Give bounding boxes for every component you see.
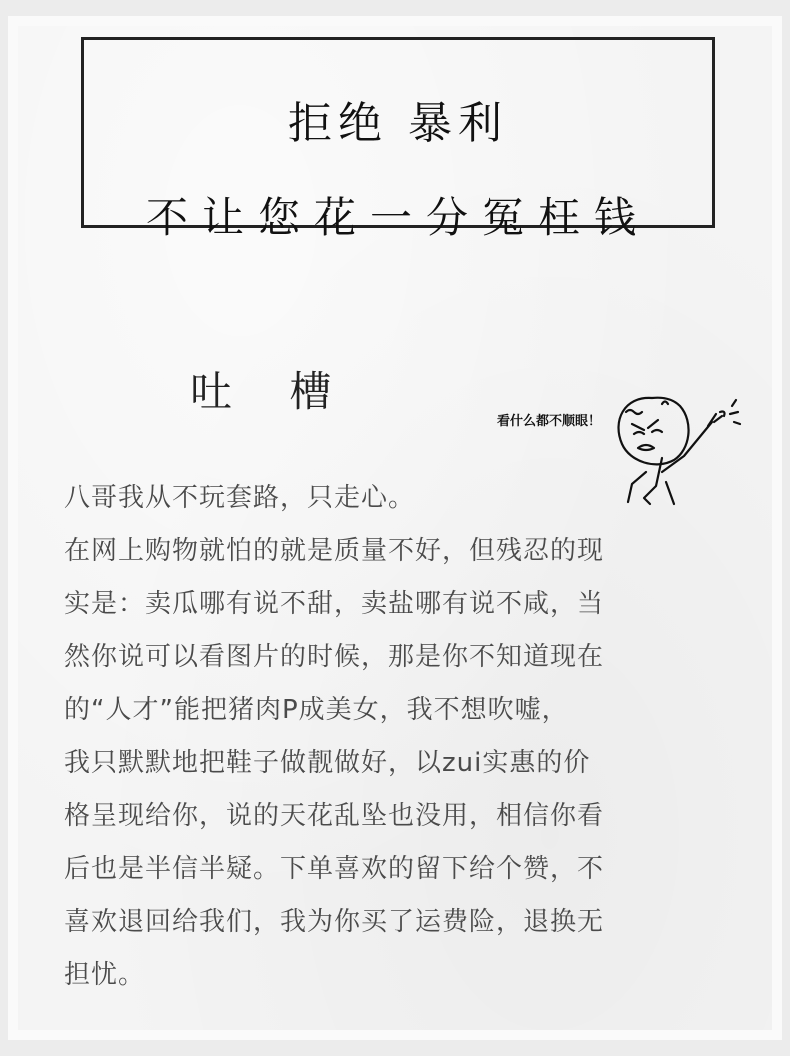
speech-text: 看什么都不顺眼！ [497, 414, 602, 429]
body-line: 喜欢退回给我们，我为你买了运费险，退换无 [64, 907, 605, 937]
body-line: 在网上购物就怕的就是质量不好，但残忍的现 [64, 536, 605, 566]
body-line: 后也是半信半疑。下单喜欢的留下给个赞，不 [64, 854, 605, 884]
body-line: 实是：卖瓜哪有说不甜，卖盐哪有说不咸，当 [64, 589, 605, 619]
body-line: 格呈现给你，说的天花乱坠也没用，相信你看 [64, 801, 605, 831]
body-line: 担忧。 [64, 960, 146, 990]
body-text [64, 472, 726, 1002]
body-line: 我只默默地把鞋子做靓做好，以zui实惠的价 [64, 748, 591, 778]
section-heading: 吐 槽 [190, 367, 354, 416]
body-line: 八哥我从不玩套路，只走心。 [64, 483, 416, 513]
body-line: 然你说可以看图片的时候，那是你不知道现在 [64, 642, 605, 672]
title-line-2: 不让您花一分冤枉钱 [145, 193, 650, 242]
body-line: 的“人才”能把猪肉P成美女，我不想吹嘘， [64, 695, 569, 725]
title-line-1: 拒绝 暴利 [288, 98, 508, 149]
title-box [81, 37, 715, 242]
